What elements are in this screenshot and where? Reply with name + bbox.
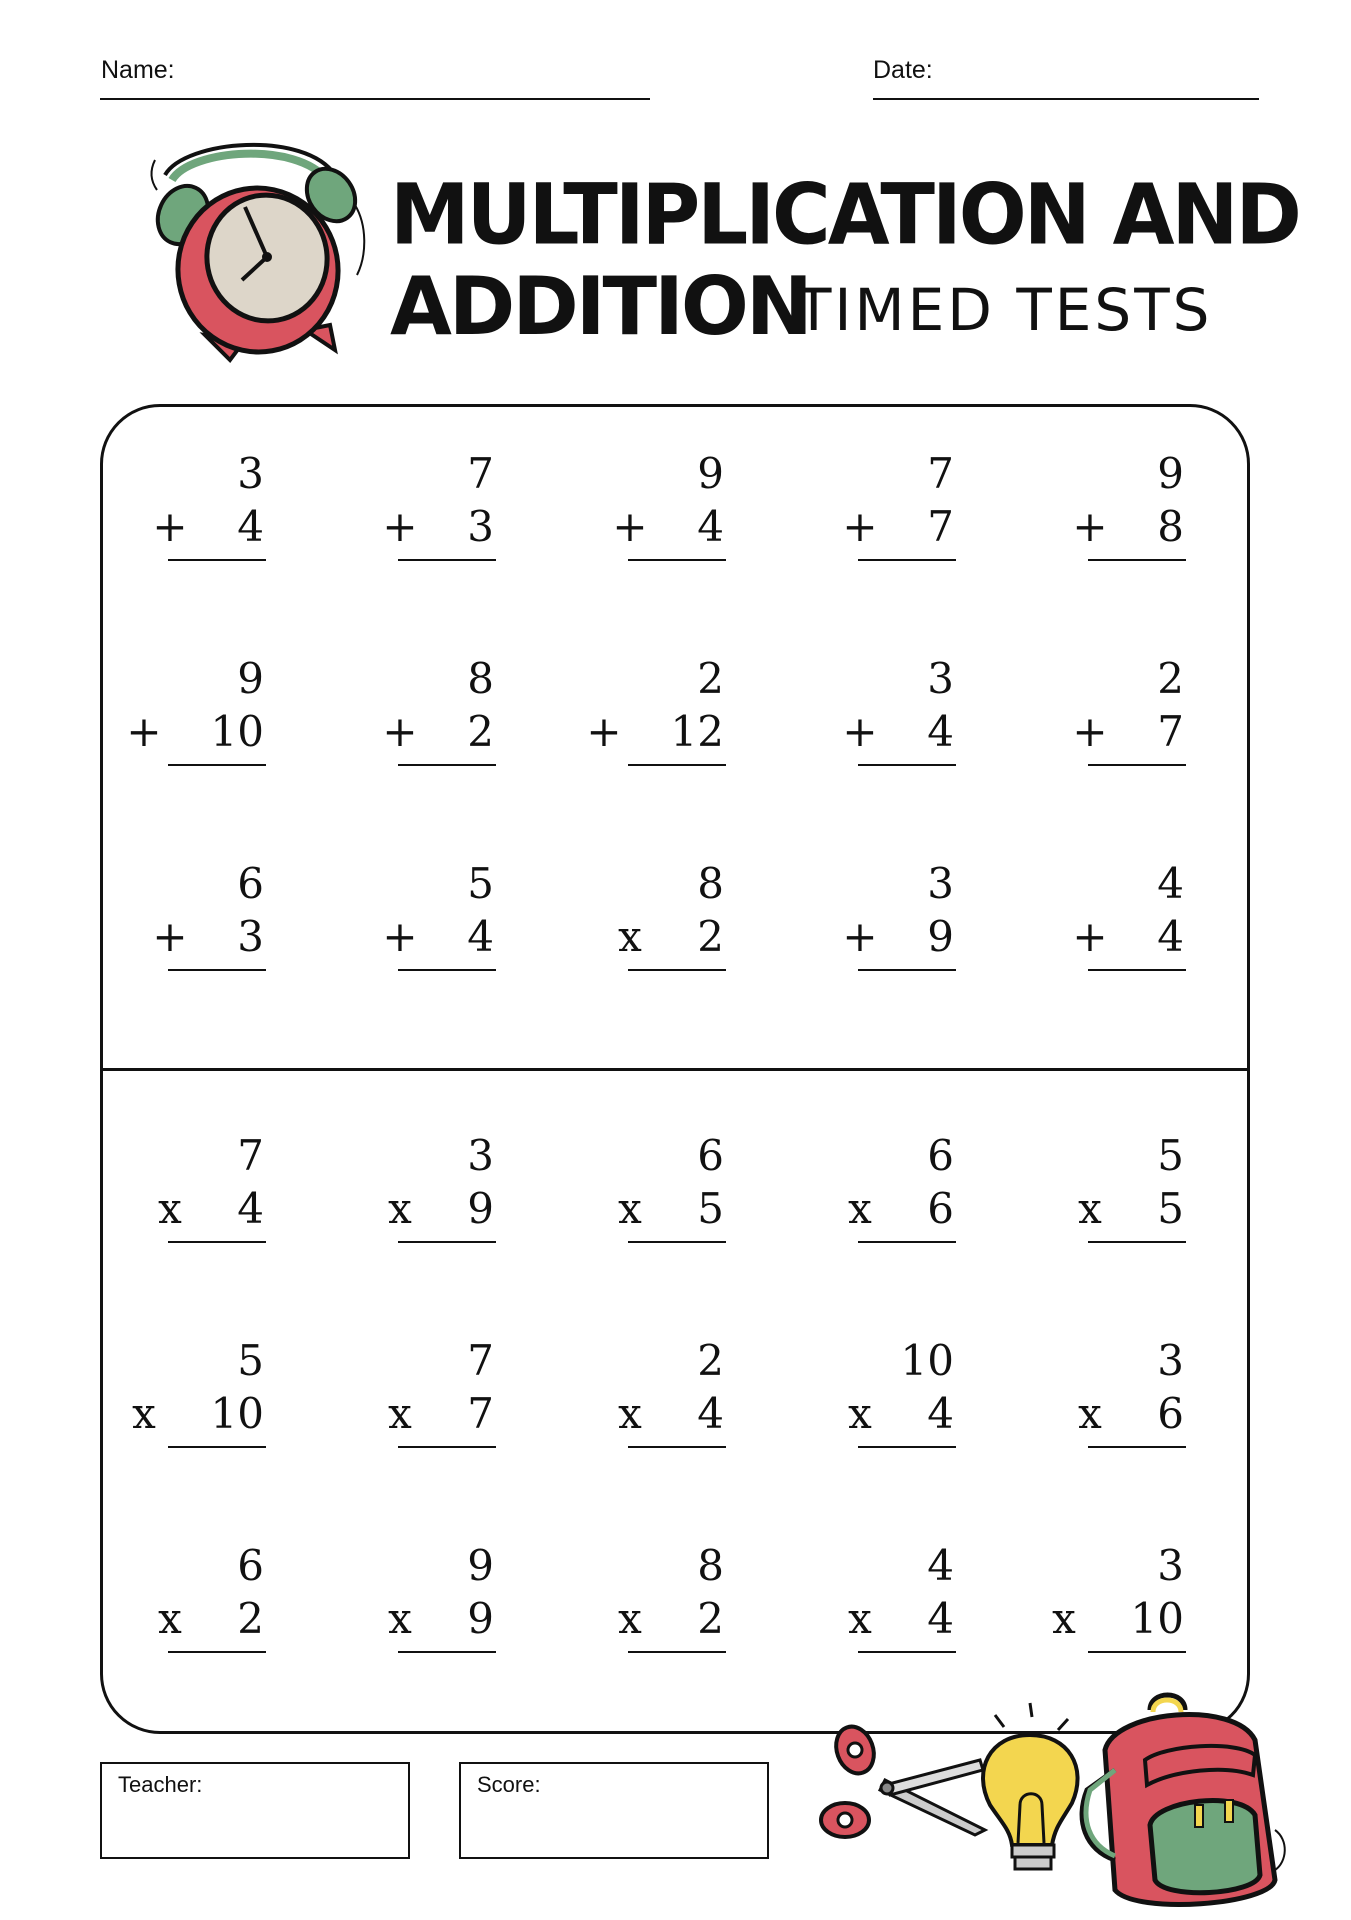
multiplication-problem-body [100,1540,330,1660]
operator: x [618,1184,642,1233]
top-number: 7 [467,1336,494,1385]
operator: x [388,1184,412,1233]
multiplication-problem-body [1020,1540,1250,1660]
top-number: 3 [927,654,954,703]
addition-problem-body [330,653,560,773]
top-number: 3 [237,449,264,498]
addition-problem [100,653,330,858]
bottom-number: 6 [927,1184,954,1233]
title-line-2: ADDITION [390,260,810,353]
answer-line[interactable] [858,764,956,766]
answer-line[interactable] [398,1446,496,1448]
addition-problem [330,448,560,653]
top-number: 7 [467,449,494,498]
multiplication-problem [100,1540,330,1745]
addition-problem [100,448,330,653]
answer-line[interactable] [628,1651,726,1653]
top-number: 5 [467,859,494,908]
answer-line[interactable] [628,1446,726,1448]
bottom-number: 5 [1157,1184,1184,1233]
addition-problem [790,448,1020,653]
top-number: 9 [1157,449,1184,498]
top-number: 3 [467,1131,494,1180]
top-number: 8 [697,1541,724,1590]
addition-problem [560,858,790,1063]
alarm-clock-icon [145,135,375,370]
answer-line[interactable] [858,1651,956,1653]
addition-problem [1020,653,1250,858]
operator: + [152,912,188,961]
answer-line[interactable] [858,1446,956,1448]
date-line[interactable] [873,98,1259,100]
addition-problem-body [330,448,560,568]
answer-line[interactable] [398,764,496,766]
addition-problem [1020,448,1250,653]
top-number: 10 [900,1336,954,1385]
operator: x [848,1594,872,1643]
addition-problem-body [100,653,330,773]
addition-problem-body [1020,448,1250,568]
top-number: 4 [927,1541,954,1590]
answer-line[interactable] [168,1446,266,1448]
operator: x [132,1389,156,1438]
addition-problem [560,653,790,858]
answer-line[interactable] [1088,1241,1186,1243]
multiplication-problem-body [100,1130,330,1250]
addition-problem [330,858,560,1063]
top-number: 4 [1157,859,1184,908]
top-number: 9 [237,654,264,703]
answer-line[interactable] [398,559,496,561]
bottom-number: 7 [1157,707,1184,756]
answer-line[interactable] [628,764,726,766]
score-box[interactable] [459,1762,769,1859]
top-number: 6 [927,1131,954,1180]
top-number: 6 [697,1131,724,1180]
bottom-number: 4 [1157,912,1184,961]
addition-problem-body [790,653,1020,773]
multiplication-problem [330,1335,560,1540]
multiplication-problem [1020,1335,1250,1540]
addition-problem-body [560,858,790,978]
top-number: 9 [697,449,724,498]
bottom-number: 2 [697,912,724,961]
multiplication-problem [560,1540,790,1745]
name-line[interactable] [100,98,650,100]
multiplication-problem-body [560,1130,790,1250]
bottom-number: 5 [697,1184,724,1233]
operator: x [1078,1184,1102,1233]
multiplication-problem [560,1130,790,1335]
operator: + [152,502,188,551]
operator: x [618,1389,642,1438]
answer-line[interactable] [858,1241,956,1243]
top-number: 9 [467,1541,494,1590]
bottom-number: 4 [927,1594,954,1643]
answer-line[interactable] [1088,969,1186,971]
answer-line[interactable] [628,1241,726,1243]
title-line-3: TIMED TESTS [796,276,1213,344]
bottom-number: 2 [237,1594,264,1643]
operator: x [1052,1594,1076,1643]
operator: + [382,707,418,756]
answer-line[interactable] [168,1651,266,1653]
operator: + [1072,502,1108,551]
operator: + [382,502,418,551]
answer-line[interactable] [168,969,266,971]
operator: x [158,1184,182,1233]
bottom-number: 4 [697,502,724,551]
multiplication-grid [100,1130,1250,1745]
answer-line[interactable] [398,969,496,971]
answer-line[interactable] [168,1241,266,1243]
bottom-number: 10 [210,707,264,756]
answer-line[interactable] [398,1241,496,1243]
multiplication-problem-body [790,1540,1020,1660]
answer-line[interactable] [858,969,956,971]
bottom-number: 3 [467,502,494,551]
multiplication-problem-body [790,1130,1020,1250]
operator: x [388,1594,412,1643]
addition-problem-body [330,858,560,978]
bottom-number: 4 [697,1389,724,1438]
multiplication-problem [560,1335,790,1540]
addition-problem-body [100,858,330,978]
top-number: 6 [237,859,264,908]
bottom-number: 4 [927,1389,954,1438]
operator: + [612,502,648,551]
operator: x [848,1184,872,1233]
operator: x [388,1389,412,1438]
operator: x [618,1594,642,1643]
backpack-icon [1075,1690,1295,1920]
answer-line[interactable] [168,559,266,561]
bottom-number: 4 [237,502,264,551]
top-number: 6 [237,1541,264,1590]
addition-grid [100,448,1250,1063]
bottom-number: 6 [1157,1389,1184,1438]
operator: + [1072,912,1108,961]
addition-problem [330,653,560,858]
bottom-number: 2 [697,1594,724,1643]
addition-problem-body [560,448,790,568]
multiplication-problem-body [1020,1335,1250,1455]
bottom-number: 9 [467,1184,494,1233]
date-label: Date: [873,56,933,84]
top-number: 2 [1157,654,1184,703]
operator: x [848,1389,872,1438]
bottom-number: 4 [467,912,494,961]
multiplication-problem [330,1130,560,1335]
addition-problem [790,653,1020,858]
title-block [380,165,1299,368]
bottom-number: 3 [237,912,264,961]
multiplication-problem [790,1335,1020,1540]
operator: + [842,912,878,961]
bottom-number: 4 [237,1184,264,1233]
answer-line[interactable] [628,559,726,561]
addition-problem-body [1020,858,1250,978]
section-divider [100,1068,1250,1071]
addition-problem [100,858,330,1063]
answer-line[interactable] [1088,1651,1186,1653]
operator: + [126,707,162,756]
bottom-number: 12 [670,707,724,756]
bottom-number: 9 [927,912,954,961]
multiplication-problem-body [330,1335,560,1455]
bottom-number: 10 [1130,1594,1184,1643]
bottom-number: 10 [210,1389,264,1438]
addition-problem-body [790,448,1020,568]
multiplication-problem-body [330,1130,560,1250]
answer-line[interactable] [398,1651,496,1653]
multiplication-problem-body [790,1335,1020,1455]
addition-problem [560,448,790,653]
answer-line[interactable] [168,764,266,766]
addition-problem [1020,858,1250,1063]
answer-line[interactable] [1088,1446,1186,1448]
bottom-number: 8 [1157,502,1184,551]
addition-problem-body [790,858,1020,978]
top-number: 5 [237,1336,264,1385]
bottom-number: 4 [927,707,954,756]
answer-line[interactable] [1088,559,1186,561]
answer-line[interactable] [1088,764,1186,766]
multiplication-problem-body [330,1540,560,1660]
top-number: 5 [1157,1131,1184,1180]
bottom-number: 7 [467,1389,494,1438]
multiplication-problem-body [100,1335,330,1455]
top-number: 3 [927,859,954,908]
addition-problem-body [560,653,790,773]
top-number: 2 [697,654,724,703]
teacher-label: Teacher: [118,1772,203,1797]
multiplication-problem-body [1020,1130,1250,1250]
top-number: 7 [927,449,954,498]
operator: x [1078,1389,1102,1438]
operator: + [842,707,878,756]
answer-line[interactable] [628,969,726,971]
score-label: Score: [477,1772,541,1797]
multiplication-problem [790,1130,1020,1335]
operator: + [842,502,878,551]
operator: + [586,707,622,756]
addition-problem-body [1020,653,1250,773]
top-number: 8 [467,654,494,703]
teacher-box[interactable] [100,1762,410,1859]
top-number: 3 [1157,1336,1184,1385]
operator: + [382,912,418,961]
title-line-1: MULTIPLICATION AND [390,165,1299,264]
bottom-number: 9 [467,1594,494,1643]
multiplication-problem [100,1130,330,1335]
operator: x [158,1594,182,1643]
multiplication-problem-body [560,1335,790,1455]
answer-line[interactable] [858,559,956,561]
operator: + [1072,707,1108,756]
bottom-number: 2 [467,707,494,756]
top-number: 8 [697,859,724,908]
top-number: 7 [237,1131,264,1180]
name-label: Name: [101,56,175,84]
top-number: 2 [697,1336,724,1385]
addition-problem [790,858,1020,1063]
addition-problem-body [100,448,330,568]
multiplication-problem [1020,1130,1250,1335]
top-number: 3 [1157,1541,1184,1590]
multiplication-problem [330,1540,560,1745]
multiplication-problem [100,1335,330,1540]
operator: x [618,912,642,961]
bottom-number: 7 [927,502,954,551]
multiplication-problem-body [560,1540,790,1660]
